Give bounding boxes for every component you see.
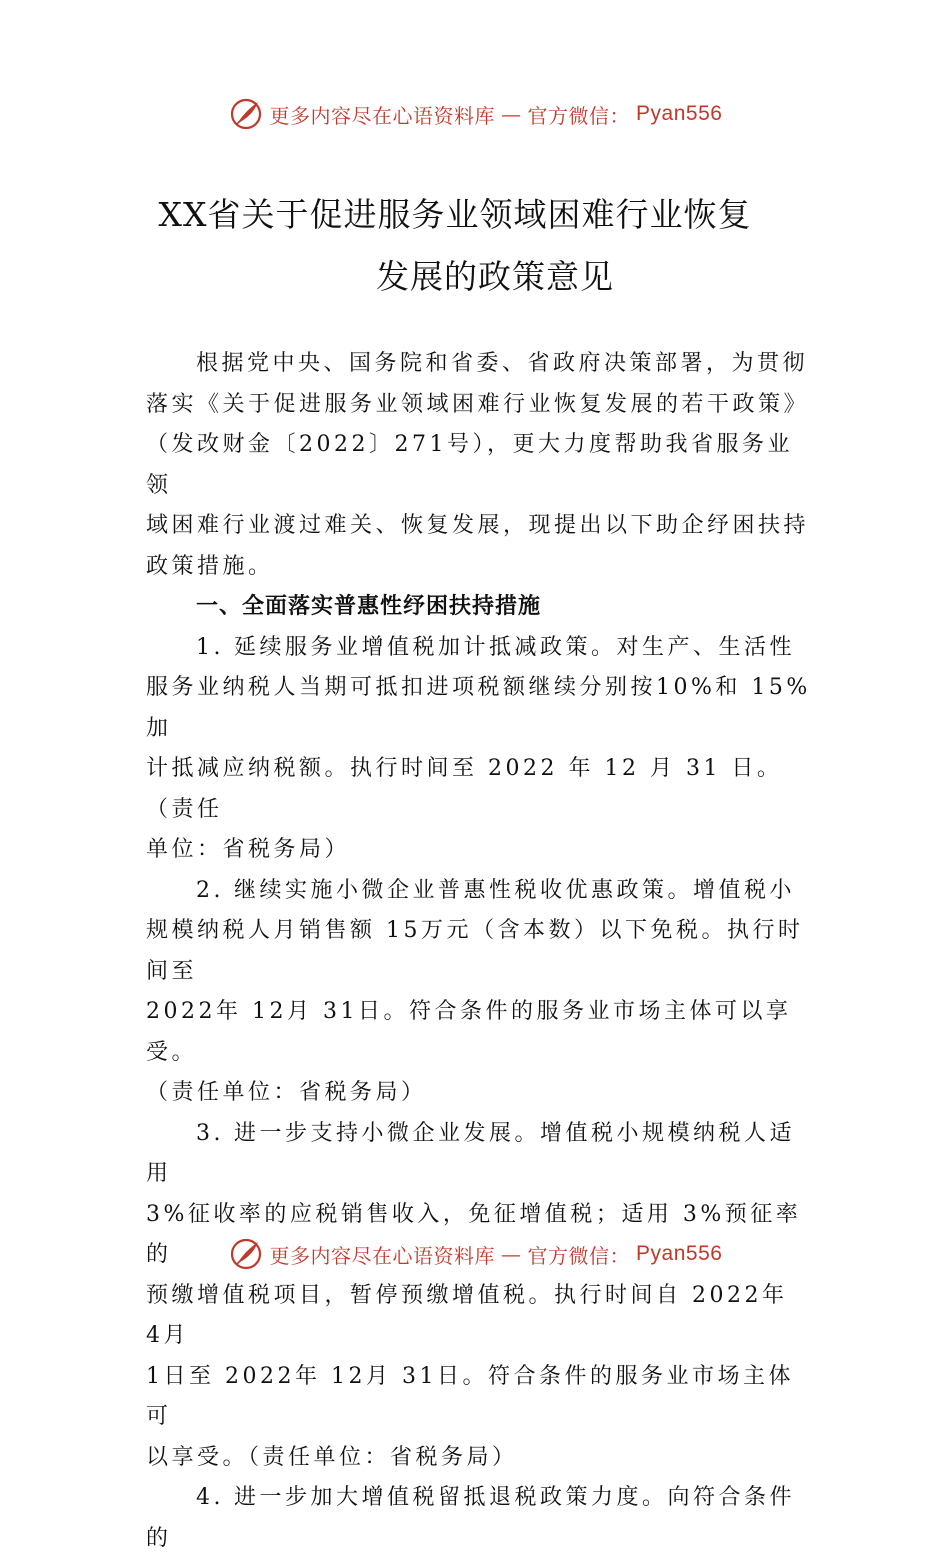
- watermark-text: 更多内容尽在心语资料库: [269, 103, 496, 128]
- item-line: 2022年 12月 31日。符合条件的服务业市场主体可以享受。: [146, 999, 792, 1065]
- watermark-separator: —: [501, 1242, 522, 1266]
- item-line: 间至: [146, 958, 198, 984]
- watermark-footer: [0, 1236, 950, 1272]
- item-line: 以享受。（责任单位：省税务局）: [146, 1444, 518, 1470]
- item-text: 延续服务业增值税加计抵减政策。对生产、生活性: [234, 634, 796, 660]
- watermark-account: Pyan556: [636, 102, 723, 125]
- item-text: 继续实施小微企业普惠性税收优惠政策。增值税小: [234, 877, 796, 903]
- watermark-text: 更多内容尽在心语资料库: [269, 1243, 496, 1268]
- feather-pen-logo-icon: [228, 1236, 264, 1272]
- section-heading: 一、全面落实普惠性纾困扶持措施: [196, 594, 542, 619]
- item-line: [146, 628, 814, 669]
- item-line: [146, 871, 814, 912]
- watermark-label: 官方微信：: [527, 103, 631, 128]
- title-line-2: 发展的政策意见: [376, 257, 614, 296]
- item-line: 1日至 2022年 12月 31日。符合条件的服务业市场主体可: [146, 1363, 794, 1429]
- item-line: 规模纳税人月销售额 15万元（含本数）以下免税。执行时: [146, 918, 804, 943]
- intro-line: 政策措施。: [146, 553, 274, 579]
- item-line: 服务业纳税人当期可抵扣进项税额继续分别按10%和 15%加: [146, 675, 811, 741]
- item-line: 单位：省税务局）: [146, 837, 351, 862]
- watermark-header: [0, 96, 950, 132]
- document-title: [0, 184, 950, 308]
- intro-line: 落实《关于促进服务业领域困难行业恢复发展的若干政策》: [146, 391, 810, 417]
- watermark-separator: —: [501, 102, 522, 126]
- item-number: 1.: [196, 634, 224, 660]
- item-line: 3%征收率的应税销售收入，免征增值税；适用 3%预征率的: [146, 1201, 802, 1267]
- item-text: 进一步支持小微企业发展。增值税小规模纳税人适用: [146, 1120, 796, 1186]
- intro-line: （发改财金〔2022〕271号），更大力度帮助我省服务业领: [146, 432, 793, 498]
- item-number: 2.: [196, 877, 224, 903]
- item-line: （责任单位：省税务局）: [146, 1080, 427, 1105]
- item-line: 预缴增值税项目，暂停预缴增值税。执行时间自 2022年 4月: [146, 1282, 788, 1348]
- item-text: 进一步加大增值税留抵退税政策力度。向符合条件的: [146, 1485, 796, 1551]
- item-number: 4.: [196, 1485, 224, 1510]
- intro-line: 根据党中央、国务院和省委、省政府决策部署，为贯彻: [196, 351, 809, 376]
- watermark-label: 官方微信：: [527, 1243, 631, 1268]
- item-number: 3.: [196, 1120, 224, 1146]
- watermark-account: Pyan556: [636, 1242, 723, 1265]
- intro-line: 域困难行业渡过难关、恢复发展，现提出以下助企纾困扶持: [146, 513, 810, 538]
- feather-pen-logo-icon: [228, 96, 264, 132]
- title-line-1: XX省关于促进服务业领域困难行业恢复: [158, 195, 752, 234]
- item-line: [146, 1114, 814, 1195]
- item-line: [146, 1478, 814, 1559]
- item-line: 计抵减应纳税额。执行时间至 2022 年 12 月 31 日。（责任: [146, 756, 783, 822]
- document-body: [146, 344, 814, 1559]
